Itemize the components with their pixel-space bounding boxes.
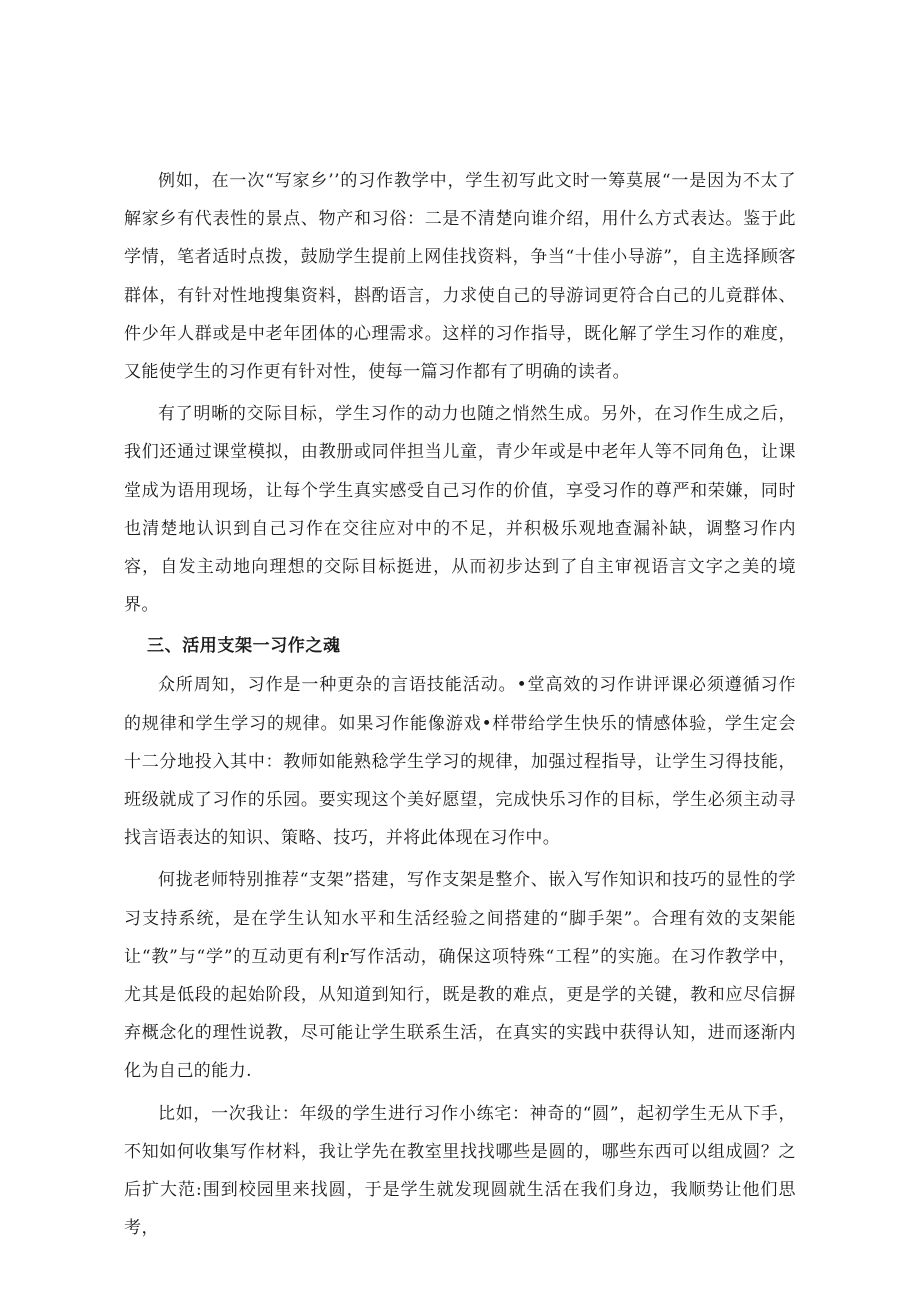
paragraph-4: 何拢老师特别推荐“支架”搭建，写作支架是整介、嵌入写作知识和技巧的显性的学习支持系统，是在学生认知水平和生活经验之间搭建的“脚手架”。合理有效的支架能让“教”与“学”的互动更有利r写作活动，确保这项特殊“工程”的实施。在习作教学中，尤其是低段的起始阶段，从知道到知行，既是教的难点，更是学的关键，教和应尽信摒弃概念化的理性说教，尽可能让学生联系生活，在真实的实践中获得认知，进而逐渐内化为自己的能力. xyxy=(124,870,796,1082)
paragraph-2: 有了明晰的交际目标，学生习作的动力也随之悄然生成。另外，在习作生成之后，我们还通过课堂模拟，由教册或同伴担当儿童，青少年或是中老年人等不同角色，让课堂成为语用现场，让每个学生真实感受自己习作的价值，享受习作的尊严和荣嫌，同时也清楚地认识到自己习作在交往应对中的不足，并积极乐观地查漏补缺，调整习作内容，自发主动地向理想的交际目标挺进，从而初步达到了自主审视语言文字之美的境界。 xyxy=(124,404,796,616)
section-heading: 三、活用支架一习作之魂 xyxy=(147,636,341,657)
document-body xyxy=(124,162,796,1247)
paragraph-5: 比如，一次我让：年级的学生进行习作小练宅：神奇的“圆”，起初学生无从下手，不知如何收集写作材料，我让学先在教室里找找哪些是圆的，哪些东西可以组成圆？之后扩大范:围到校园里来找圆，于是学生就发现圆就生活在我们身边，我顺势让他们思考， xyxy=(124,1103,796,1239)
paragraph-1: 例如，在一次“写家乡’’的习作教学中，学生初写此文时一筹莫展“一是因为不太了解家乡有代表性的景点、物产和习俗：二是不清楚向谁介绍，用什么方式表达。鉴于此学情，笔者适时点拨，鼓励学生提前上网佳找资料，争当“十佳小导游”，自主选择顾客群体，有针对性地搜集资料，斟酌语言，力求使自己的导游词更符合白己的儿竟群体、件少年人群或是中老年团体的心理需求。这样的习作指导，既化解了学生习作的难度，又能使学生的习作更有针对性，使每一篇习作都有了明确的读者。 xyxy=(124,171,796,383)
paragraph-3: 众所周知，习作是一种更杂的言语技能活动。•堂高效的习作讲评课必须遵循习作的规律和学生学习的规律。如果习作能像游戏•样带给学生快乐的情感体验，学生定会十二分地投入其中：教师如能熟稔学生学习的规律，加强过程指导，让学生习得技能，班级就成了习作的乐园。要实现这个美好愿望，完成快乐习作的目标，学生必须主动寻找言语表达的知识、策略、技巧，并将此体现在习作中。 xyxy=(124,675,796,849)
